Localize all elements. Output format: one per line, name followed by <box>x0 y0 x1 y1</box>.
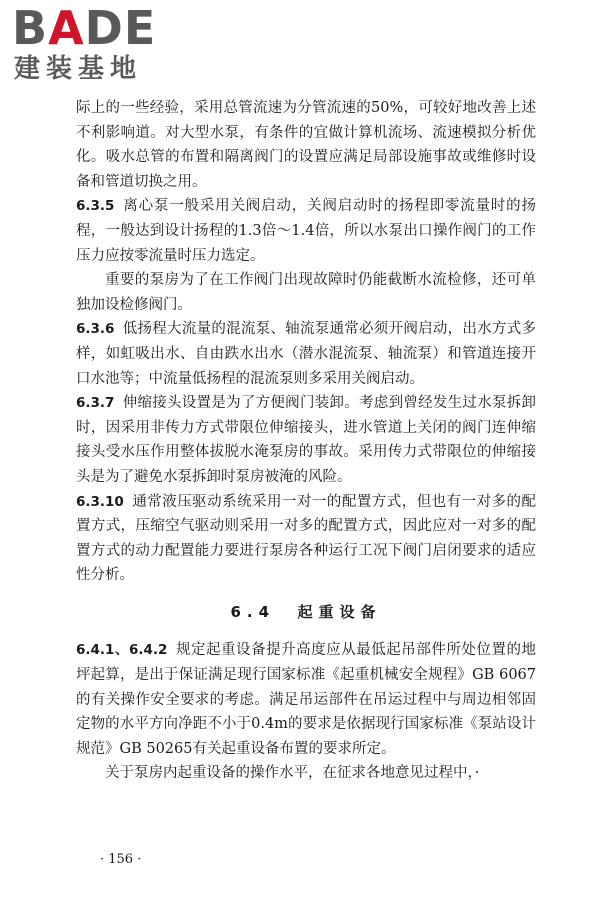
paragraph-text: 伸缩接头设置是为了方便阀门装卸。考虑到曾经发生过水泵拆卸时，因采用非传力方式带限位伸缩接头，进水管道上关闭的阀门连伸缩接头受水压作用整体拔脱水淹泵房的事故。采用传力式带限位的伸缩接头是为了避免水泵拆卸时泵房被淹的风险。 <box>76 395 536 485</box>
section-heading <box>76 600 536 625</box>
section-number: 6.4 <box>230 602 276 621</box>
logo-letter: A <box>48 1 85 55</box>
paragraph-group-after <box>76 638 536 786</box>
body-paragraph <box>76 638 536 761</box>
body-paragraph <box>76 268 536 317</box>
paragraph-text: 际上的一些经验，采用总管流速为分管流速的50%，可较好地改善上述不利影响道。对大型水泵，有条件的宜做计算机流场、流速模拟分析优化。吸水总管的布置和隔离阀门的设置应满足局部设施事故或维修时设备和管道切换之用。 <box>76 100 536 190</box>
logo-subtitle: 建装基地 <box>14 54 143 84</box>
paragraph-text: 规定起重设备提升高度应从最低起吊部件所处位置的地坪起算，是出于保证满足现行国家标准《起重机械安全规程》GB 6067的有关操作安全要求的考虑。满足吊运部件在吊运过程中与周边相邻固定物的水平方向净距不小于0.4m的要求是依据现行国家标准《泵站设计规范》GB 50265有关起重设备布置的要求所定。 <box>76 642 536 757</box>
clause-number: 6.3.5 <box>76 198 115 215</box>
page-number: · 156 · <box>100 852 142 867</box>
logo-letter: B <box>12 1 49 55</box>
body-paragraph <box>76 317 536 391</box>
clause-number: 6.4.1、6.4.2 <box>76 642 168 659</box>
logo-letter: D <box>84 1 124 55</box>
body-paragraph <box>76 490 536 588</box>
paragraph-text: 关于泵房内起重设备的操作水平，在征求各地意见过程中，· <box>105 765 480 782</box>
paragraph-text: 离心泵一般采用关阀启动，关阀启动时的扬程即零流量时的扬程，一般达到设计扬程的1.3倍～1.4倍，所以水泵出口操作阀门的工作压力应按零流量时压力选定。 <box>76 198 536 264</box>
paragraph-group-before <box>76 96 536 588</box>
paragraph-text: 低扬程大流量的混流泵、轴流泵通常必须开阀启动，出水方式多样，如虹吸出水、自由跌水出水（潜水混流泵、轴流泵）和管道连接开口水池等；中流量低扬程的混流泵则多采用关阀启动。 <box>76 321 536 387</box>
logo-wordmark-text <box>12 1 156 55</box>
paragraph-text: 通常液压驱动系统采用一对一的配置方式，但也有一对多的配置方式，压缩空气驱动则采用一对多的配置方式，因此应对一对多的配置方式的动力配置能力要进行泵房各种运行工况下阀门启闭要求的适应性分析。 <box>76 493 536 584</box>
logo-wordmark <box>12 2 156 54</box>
body-paragraph <box>76 96 536 194</box>
clause-number: 6.3.10 <box>76 493 124 510</box>
paragraph-text: 重要的泵房为了在工作阀门出现故障时仍能截断水流检修，还可单独加设检修阀门。 <box>76 272 536 313</box>
bade-logo <box>12 2 182 97</box>
body-paragraph <box>76 761 536 786</box>
section-title: 起重设备 <box>297 602 382 621</box>
logo-letter: E <box>123 1 157 55</box>
clause-number: 6.3.7 <box>76 395 115 412</box>
document-body <box>76 96 536 786</box>
body-paragraph <box>76 194 536 268</box>
clause-number: 6.3.6 <box>76 321 115 338</box>
body-paragraph <box>76 391 536 489</box>
